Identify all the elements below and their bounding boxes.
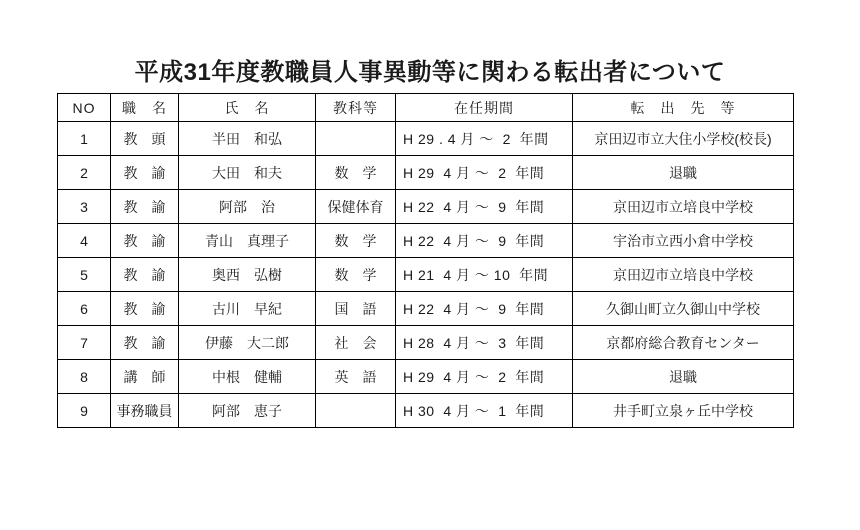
cell-destination: 井手町立泉ヶ丘中学校 xyxy=(573,394,794,428)
cell-period: H 30 4 月 ～ 1 年間 xyxy=(396,394,573,428)
cell-position: 教 諭 xyxy=(111,292,179,326)
cell-subject: 数 学 xyxy=(316,224,396,258)
table-row xyxy=(58,292,794,326)
header-no: NO xyxy=(58,94,111,122)
cell-name: 阿部 恵子 xyxy=(179,394,316,428)
cell-position: 事務職員 xyxy=(111,394,179,428)
cell-destination: 京都府総合教育センター xyxy=(573,326,794,360)
cell-no: 7 xyxy=(58,326,111,360)
table-row xyxy=(58,224,794,258)
cell-name: 半田 和弘 xyxy=(179,122,316,156)
table-row xyxy=(58,360,794,394)
cell-name: 大田 和夫 xyxy=(179,156,316,190)
table-row xyxy=(58,122,794,156)
header-destination: 転 出 先 等 xyxy=(573,94,794,122)
cell-position: 講 師 xyxy=(111,360,179,394)
cell-no: 3 xyxy=(58,190,111,224)
cell-destination: 退職 xyxy=(573,360,794,394)
cell-no: 1 xyxy=(58,122,111,156)
cell-name: 青山 真理子 xyxy=(179,224,316,258)
cell-period: H 29 4 月 ～ 2 年間 xyxy=(396,156,573,190)
cell-position: 教 諭 xyxy=(111,224,179,258)
cell-no: 8 xyxy=(58,360,111,394)
cell-name: 中根 健輔 xyxy=(179,360,316,394)
cell-subject: 社 会 xyxy=(316,326,396,360)
cell-period: H 29 4 月 ～ 2 年間 xyxy=(396,360,573,394)
cell-destination: 京田辺市立培良中学校 xyxy=(573,258,794,292)
cell-subject: 国 語 xyxy=(316,292,396,326)
cell-position: 教 諭 xyxy=(111,258,179,292)
cell-name: 奥西 弘樹 xyxy=(179,258,316,292)
cell-destination: 京田辺市立大住小学校(校長) xyxy=(573,122,794,156)
cell-position: 教 頭 xyxy=(111,122,179,156)
cell-period: H 29 . 4 月 ～ 2 年間 xyxy=(396,122,573,156)
cell-no: 2 xyxy=(58,156,111,190)
table-row xyxy=(58,326,794,360)
table-row xyxy=(58,258,794,292)
header-position: 職 名 xyxy=(111,94,179,122)
cell-no: 9 xyxy=(58,394,111,428)
cell-subject: 英 語 xyxy=(316,360,396,394)
table-row xyxy=(58,394,794,428)
header-name: 氏 名 xyxy=(179,94,316,122)
table-row xyxy=(58,190,794,224)
cell-destination: 久御山町立久御山中学校 xyxy=(573,292,794,326)
transfer-table xyxy=(57,93,794,428)
page-title: 平成31年度教職員人事異動等に関わる転出者について xyxy=(134,59,726,86)
cell-period: H 22 4 月 ～ 9 年間 xyxy=(396,190,573,224)
header-period: 在任期間 xyxy=(396,94,573,122)
cell-subject xyxy=(316,394,396,428)
cell-subject: 数 学 xyxy=(316,258,396,292)
cell-destination: 京田辺市立培良中学校 xyxy=(573,190,794,224)
cell-subject: 数 学 xyxy=(316,156,396,190)
cell-name: 伊藤 大二郎 xyxy=(179,326,316,360)
cell-position: 教 諭 xyxy=(111,156,179,190)
cell-period: H 21 4 月 ～ 10 年間 xyxy=(396,258,573,292)
cell-period: H 22 4 月 ～ 9 年間 xyxy=(396,224,573,258)
cell-no: 4 xyxy=(58,224,111,258)
cell-period: H 28 4 月 ～ 3 年間 xyxy=(396,326,573,360)
cell-destination: 退職 xyxy=(573,156,794,190)
cell-subject xyxy=(316,122,396,156)
cell-no: 6 xyxy=(58,292,111,326)
cell-period: H 22 4 月 ～ 9 年間 xyxy=(396,292,573,326)
cell-name: 古川 早紀 xyxy=(179,292,316,326)
header-row xyxy=(58,94,794,122)
cell-name: 阿部 治 xyxy=(179,190,316,224)
cell-destination: 宇治市立西小倉中学校 xyxy=(573,224,794,258)
cell-position: 教 諭 xyxy=(111,190,179,224)
table-row xyxy=(58,156,794,190)
cell-subject: 保健体育 xyxy=(316,190,396,224)
cell-no: 5 xyxy=(58,258,111,292)
cell-position: 教 諭 xyxy=(111,326,179,360)
header-subject: 教科等 xyxy=(316,94,396,122)
